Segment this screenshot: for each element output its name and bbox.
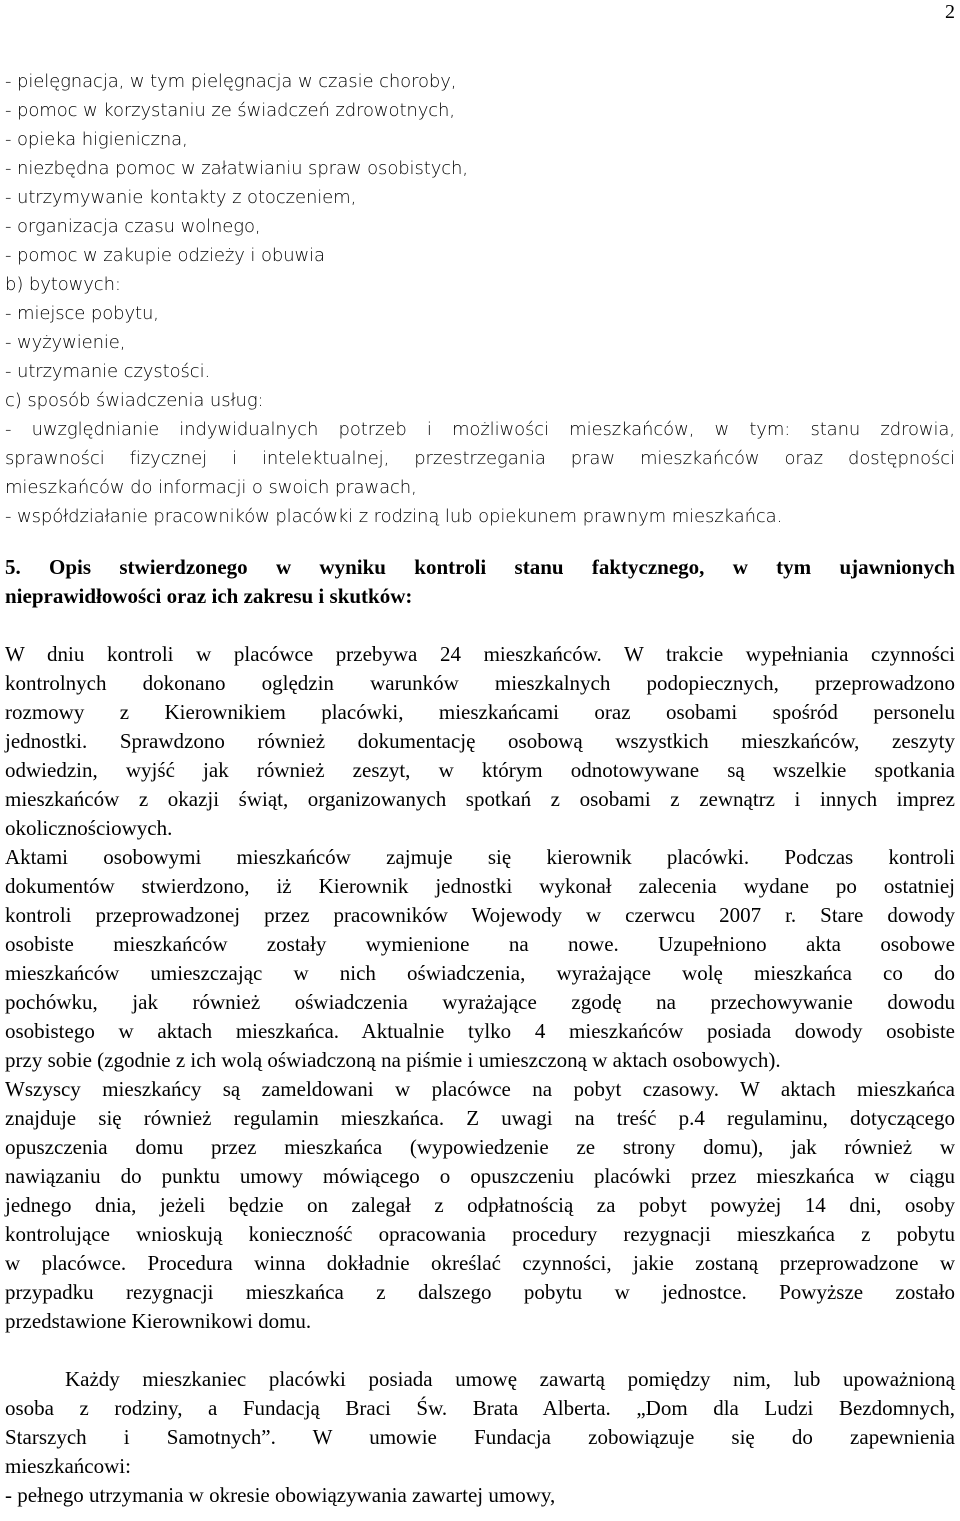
section-5-heading	[5, 553, 955, 611]
list-heading-living: b) bytowych:	[5, 274, 121, 295]
spacer	[5, 611, 955, 640]
text-line: - pełnego utrzymania w okresie obowiązywania zawartej umowy,	[5, 1483, 556, 1507]
text-line: Każdy mieszkaniec placówki posiada umowę zawartą pomiędzy nim, lub upoważnioną	[65, 1367, 955, 1391]
text-line: Starszych i Samotnych”. W umowie Fundacja zobowiązuje się do zapewnienia	[5, 1425, 955, 1449]
text-line: Aktami osobowymi mieszkańców zajmuje się kierownik placówki. Podczas kontroli	[5, 845, 955, 869]
document-body	[5, 67, 955, 1510]
text-line: przy sobie (zgodnie z ich wolą oświadczoną na piśmie i umieszczoną w aktach osobowych).	[5, 1048, 781, 1072]
list-item: - pomoc w zakupie odzieży i obuwia	[5, 245, 325, 266]
care-list	[5, 67, 955, 415]
text-line: dokumentów stwierdzono, iż Kierownik jednostki wykonał zalecenia wydane po ostatniej	[5, 874, 955, 898]
text-line: przypadku rezygnacji mieszkańca z dalszego pobytu w jednostce. Powyższe zostało	[5, 1280, 955, 1304]
list-item: - pielęgnacja, w tym pielęgnacja w czasie choroby,	[5, 71, 457, 92]
text-line: sprawności fizycznej i intelektualnej, przestrzegania praw mieszkańców oraz dostępności	[5, 448, 955, 469]
text-line: pochówku, jak również oświadczenia wyrażające zgodę na przechowywanie dowodu	[5, 990, 955, 1014]
text-line: kontroli przeprowadzonej przez pracowników Wojewody w czerwcu 2007 r. Stare dowody	[5, 903, 955, 927]
text-line: kontrolujące wnioskują konieczność opracowania procedury rezygnacji mieszkańca z pobytu	[5, 1222, 955, 1246]
list-item: - wyżywienie,	[5, 332, 126, 353]
list-item: - pomoc w korzystaniu ze świadczeń zdrowotnych,	[5, 100, 455, 121]
text-line: mieszkańcowi:	[5, 1454, 131, 1478]
findings-paragraph	[5, 640, 955, 1336]
page-number: 2	[945, 1, 955, 23]
text-line: znajduje się również regulamin mieszkańca. Z uwagi na treść p.4 regulaminu, dotyczącego	[5, 1106, 955, 1130]
section-5-heading-line: 5. Opis stwierdzonego w wyniku kontroli stanu faktycznego, w tym ujawnionych	[5, 555, 955, 579]
section-5-heading-line: nieprawidłowości oraz ich zakresu i skutków:	[5, 584, 413, 608]
list-heading-service: c) sposób świadczenia usług:	[5, 390, 264, 411]
text-line: - współdziałanie pracowników placówki z rodziną lub opiekunem prawnym mieszkańca.	[5, 506, 783, 527]
text-line: Wszyscy mieszkańcy są zameldowani w placówce na pobyt czasowy. W aktach mieszkańca	[5, 1077, 955, 1101]
text-line: mieszkańców do informacji o swoich prawach,	[5, 477, 417, 498]
text-line: jednego dnia, jeżeli będzie on zalegał z odpłatnością za pobyt powyżej 14 dni, osoby	[5, 1193, 955, 1217]
text-line: mieszkańców z okazji świąt, organizowanych spotkań z osobami z zewnątrz i innych imprez	[5, 787, 955, 811]
list-item: - utrzymanie czystości.	[5, 361, 211, 382]
text-line: - uwzględnianie indywidualnych potrzeb i możliwości mieszkańców, w tym: stanu zdrowia,	[5, 419, 955, 440]
list-item: - organizacja czasu wolnego,	[5, 216, 261, 237]
agreement-paragraph	[5, 1365, 955, 1510]
text-line: osobiste mieszkańców zostały wymienione na nowe. Uzupełniono akta osobowe	[5, 932, 955, 956]
list-item: - niezbędna pomoc w załatwianiu spraw osobistych,	[5, 158, 468, 179]
text-line: rozmowy z Kierownikiem placówki, mieszkańcami oraz osobami spośród personelu	[5, 700, 955, 724]
text-line: W dniu kontroli w placówce przebywa 24 mieszkańców. W trakcie wypełniania czynności	[5, 642, 955, 666]
text-line: osoba z rodziny, a Fundacją Braci Św. Brata Alberta. „Dom dla Ludzi Bezdomnych,	[5, 1396, 955, 1420]
list-item: - opieka higieniczna,	[5, 129, 188, 150]
service-description	[5, 415, 955, 531]
spacer	[5, 1336, 955, 1365]
text-line: przedstawione Kierownikowi domu.	[5, 1309, 312, 1333]
text-line: jednostki. Sprawdzono również dokumentację osobową wszystkich mieszkańców, zeszyty	[5, 729, 955, 753]
text-line: odwiedzin, wyjść jak również zeszyt, w którym odnotowywane są wszelkie spotkania	[5, 758, 955, 782]
list-item: - utrzymywanie kontakty z otoczeniem,	[5, 187, 357, 208]
text-line: opuszczenia domu przez mieszkańca (wypowiedzenie ze strony domu), jak również w	[5, 1135, 955, 1159]
text-line: w placówce. Procedura winna dokładnie określać czynności, jakie zostaną przeprowadzone w	[5, 1251, 955, 1275]
text-line: okolicznościowych.	[5, 816, 173, 840]
text-line: osobistego w aktach mieszkańca. Aktualnie tylko 4 mieszkańców posiada dowody osobiste	[5, 1019, 955, 1043]
text-line: nawiązaniu do punktu umowy mówiącego o opuszczeniu placówki przez mieszkańca w ciągu	[5, 1164, 955, 1188]
text-line: mieszkańców umieszczając w nich oświadczenia, wyrażające wolę mieszkańca co do	[5, 961, 955, 985]
text-line: kontrolnych dokonano oględzin warunków mieszkalnych podopiecznych, przeprowadzono	[5, 671, 955, 695]
list-item: - miejsce pobytu,	[5, 303, 159, 324]
